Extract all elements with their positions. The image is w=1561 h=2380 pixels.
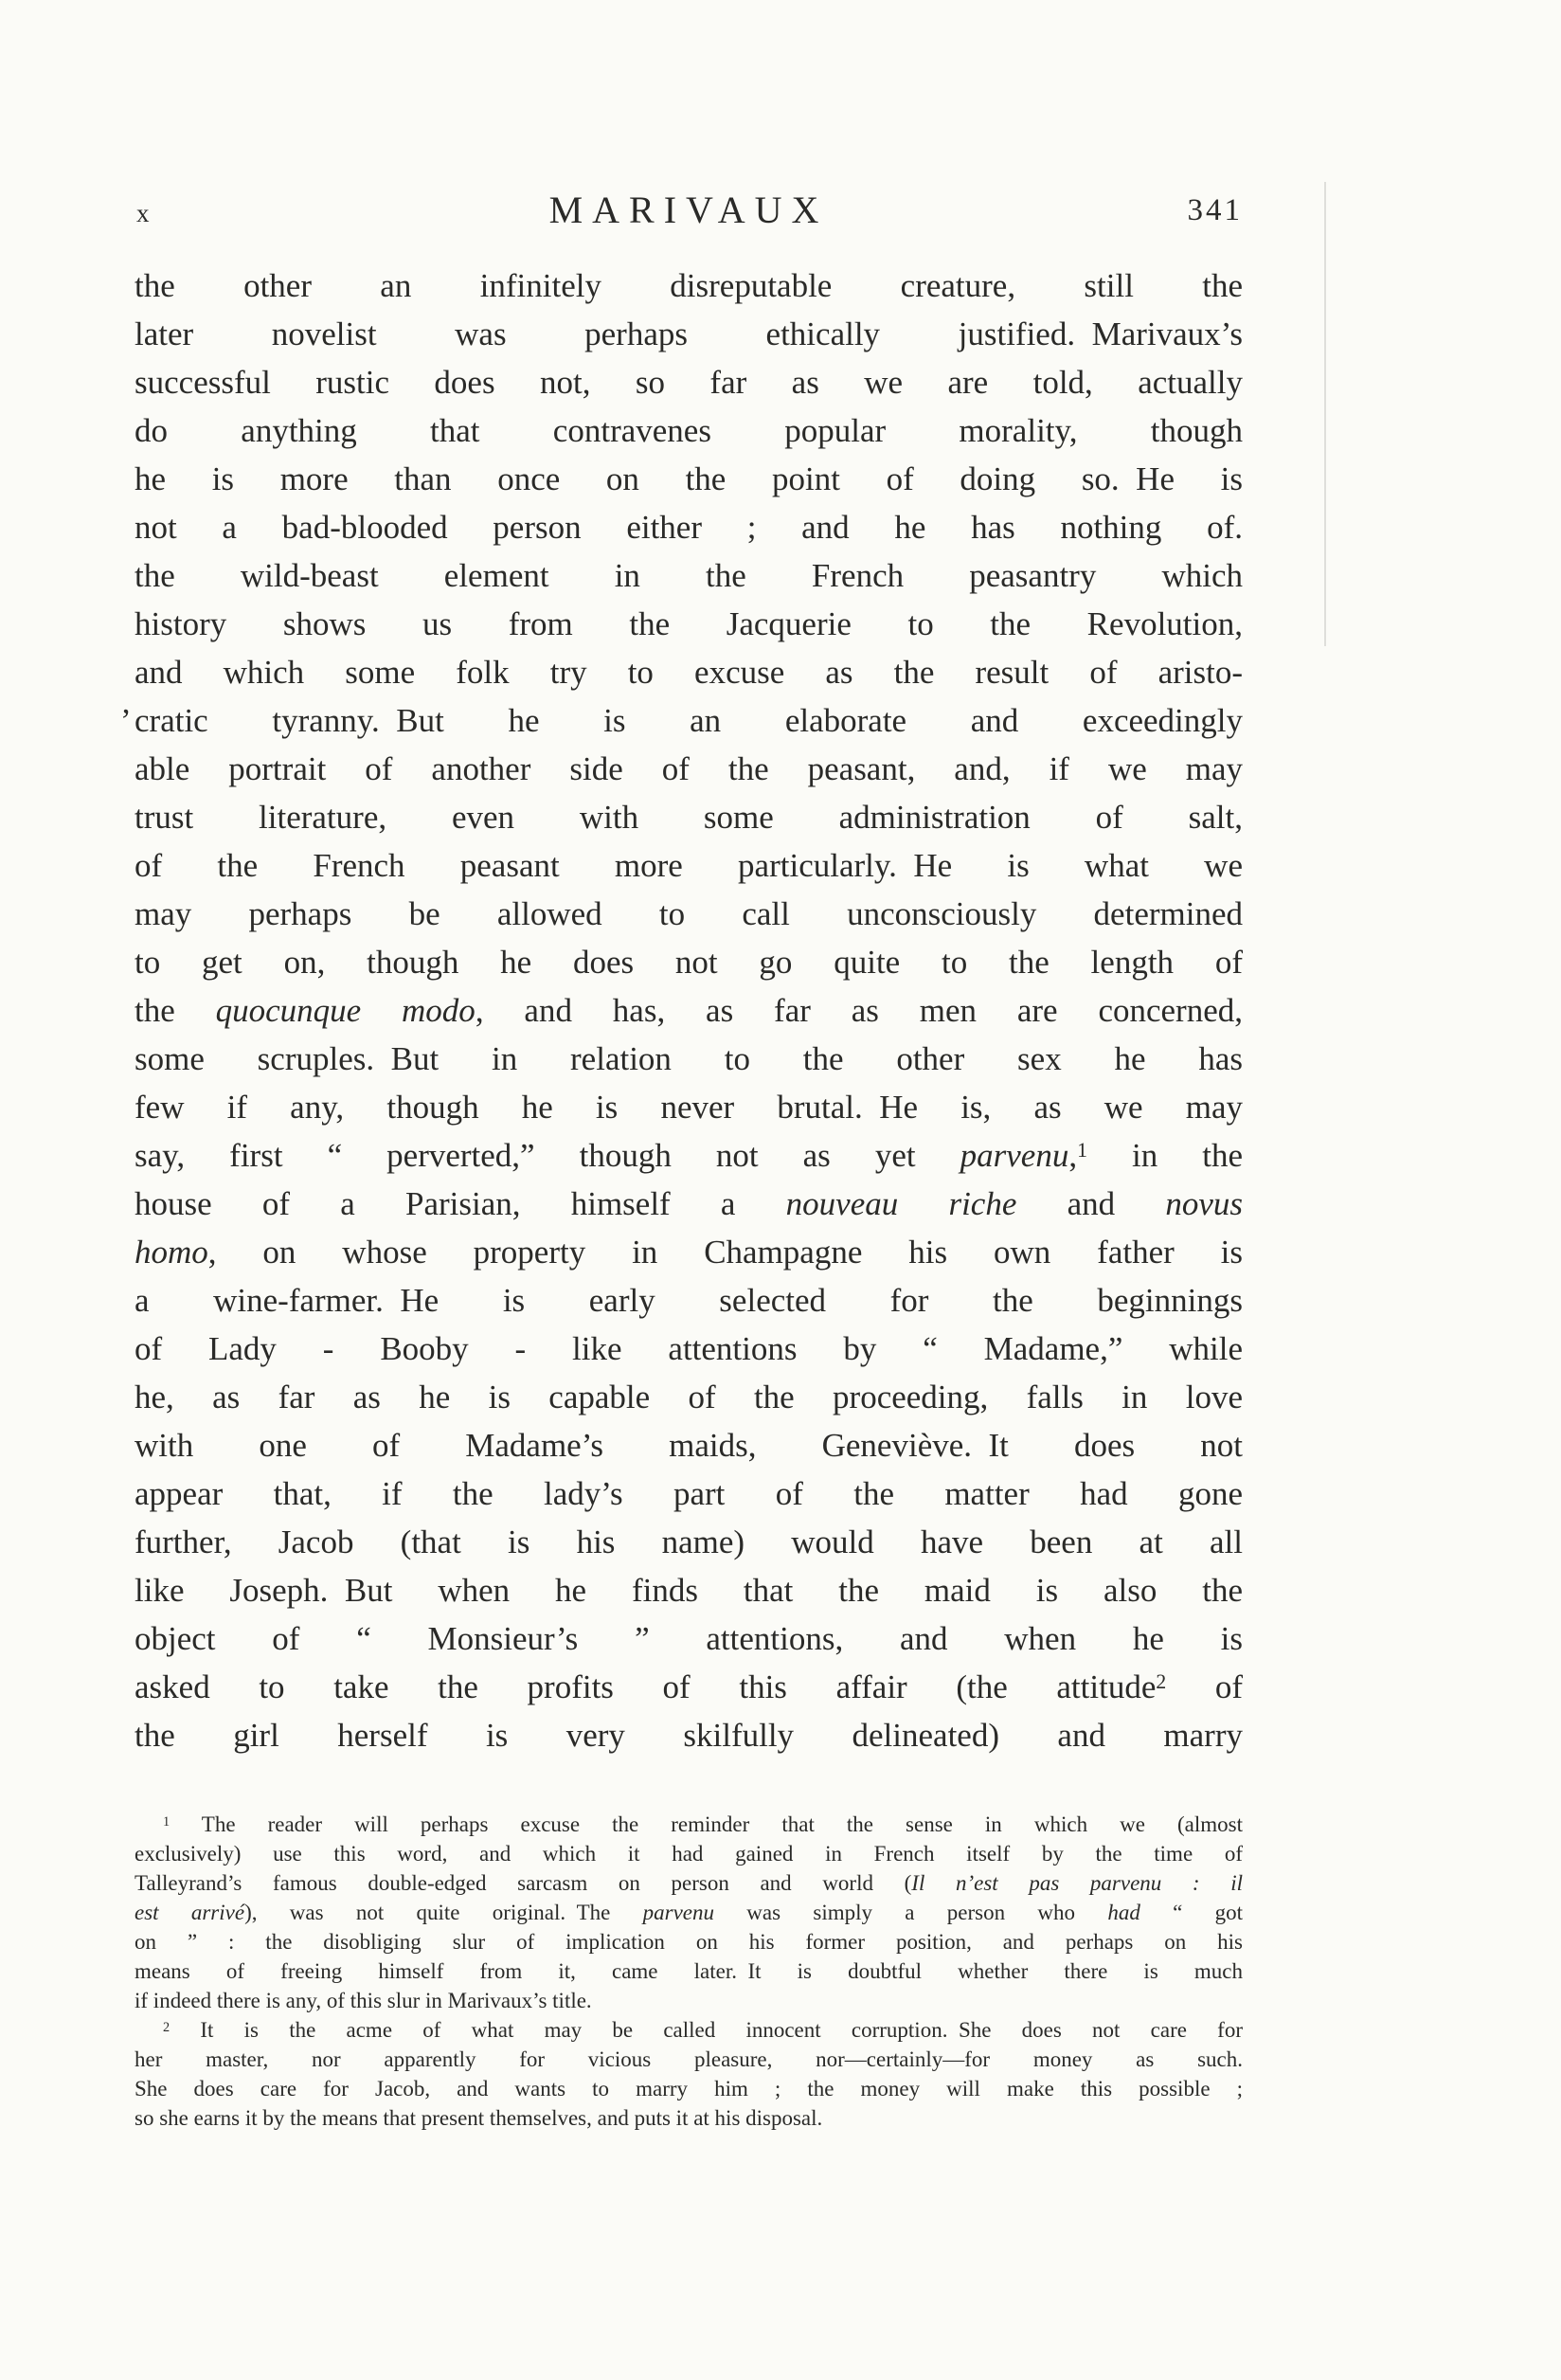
text-line: appear that, if the lady’s part of the matter had gone [135, 1475, 1243, 1512]
text-line: may perhaps be allowed to call unconsciously determined [135, 895, 1243, 932]
text-line: homo, on whose property in Champagne his own father is [135, 1234, 1243, 1271]
text-line: and which some folk try to excuse as the result of aristo- [135, 654, 1243, 691]
text-line: few if any, though he is never brutal. He is, as we may [135, 1089, 1243, 1126]
text-line: so she earns it by the means that present themselves, and puts it at his disposal. [135, 2106, 823, 2130]
running-header [135, 188, 1243, 235]
text-line: later novelist was perhaps ethically justified. Marivaux’s [135, 316, 1243, 352]
text-line: he is more than once on the point of doing so. He is [135, 460, 1243, 497]
text-line: to get on, though he does not go quite to the length of [135, 944, 1243, 981]
text-line: object of “ Monsieur’s ” attentions, and when he is [135, 1620, 1243, 1657]
text-line: her master, nor apparently for vicious pleasure, nor—certainly—for money as such. [135, 2047, 1243, 2071]
margin-mark: ’ [120, 702, 132, 739]
text-line: on ” : the disobliging slur of implication on his former position, and perhaps on his [135, 1930, 1243, 1954]
text-line: like Joseph. But when he finds that the maid is also the [135, 1572, 1243, 1609]
text-line: ’ cratic tyranny. But he is an elaborate and exceedingly [135, 696, 1243, 745]
text-line: history shows us from the Jacquerie to the Revolution, [135, 605, 1243, 642]
chapter-number: x [136, 199, 151, 227]
text-line: able portrait of another side of the peasant, and, if we may [135, 750, 1243, 787]
text-line: She does care for Jacob, and wants to marry him ; the money will make this possible ; [135, 2077, 1243, 2101]
text-line: house of a Parisian, himself a nouveau riche and novus [135, 1185, 1243, 1222]
text-line: means of freeing himself from it, came later. It is doubtful whether there is much [135, 1959, 1243, 1983]
page-title: MARIVAUX [548, 189, 829, 231]
page-edge-shadow [1324, 182, 1326, 646]
text-line: the wild-beast element in the French peasantry which [135, 557, 1243, 594]
text-line: some scruples. But in relation to the other sex he has [135, 1040, 1243, 1077]
text-line: with one of Madame’s maids, Geneviève. It does not [135, 1427, 1243, 1464]
page-number: 341 [1187, 193, 1243, 227]
footnotes [135, 1810, 1243, 2133]
text-line: he, as far as he is capable of the proceeding, falls in love [135, 1379, 1243, 1415]
text-line: further, Jacob (that is his name) would have been at all [135, 1524, 1243, 1560]
body-text [120, 261, 1244, 1759]
text-line: Talleyrand’s famous double-edged sarcasm on person and world (Il n’est pas parvenu : il [135, 1871, 1243, 1895]
text-line: $^1$ The reader will perhaps excuse the reminder that the sense in which we (almost [163, 1812, 1243, 1836]
text-line: of the French peasant more particularly. He is what we [135, 847, 1243, 884]
text-line: the other an infinitely disreputable creature, still the [135, 267, 1243, 304]
text-line: if indeed there is any, of this slur in Marivaux’s title. [135, 1989, 592, 2012]
text-line: successful rustic does not, so far as we are told, actually [135, 364, 1243, 401]
text-line: trust literature, even with some administration of salt, [135, 799, 1243, 836]
text-line: a wine-farmer. He is early selected for the beginnings [135, 1282, 1243, 1319]
text-line: say, first “ perverted,” though not as yet parvenu,$^1$ in the [135, 1137, 1243, 1174]
text-line: asked to take the profits of this affair (the attitude$^2$ of [135, 1668, 1244, 1705]
text-line: the girl herself is very skilfully delineated) and marry [135, 1717, 1243, 1754]
text-line: $^2$ It is the acme of what may be called innocent corruption. She does not care for [163, 2018, 1243, 2042]
text-line: not a bad-blooded person either ; and he has nothing of. [135, 509, 1243, 546]
text-line: of Lady - Booby - like attentions by “ Madame,” while [135, 1330, 1243, 1367]
text-line: the quocunque modo, and has, as far as men are concerned, [135, 992, 1243, 1029]
text-line: exclusively) use this word, and which it had gained in French itself by the time of [135, 1842, 1243, 1866]
text-line: do anything that contravenes popular morality, though [135, 412, 1243, 449]
text-line: est arrivé), was not quite original. The parvenu was simply a person who had “ got [135, 1901, 1243, 1924]
